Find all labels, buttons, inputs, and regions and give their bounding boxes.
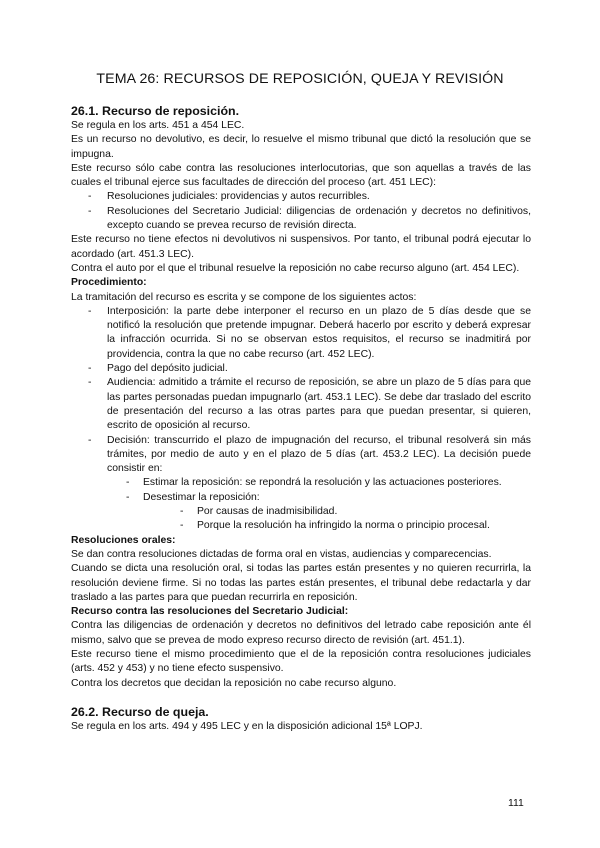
paragraph: Es un recurso no devolutivo, es decir, lo resuelve el mismo tribunal que dictó la resolución que se impugna. [71, 134, 531, 160]
bullet-dash: - [88, 305, 92, 317]
paragraph: Este recurso tiene el mismo procedimiento que el de la reposición contra resoluciones judiciales (arts. 452 y 453) y no tiene efecto suspensivo. [71, 648, 531, 675]
list-item: - Interposición: la parte debe interponer el recurso en un plazo de 5 días desde que se notificó la resolución que pretende impugnar. Deberá hacerlo por escrito y deberá expresar la infracción ocurrida. Si no se observan estos requisitos, el recurso se inadmitirá por providencia, contra la que no cabe recurso (art. 452 LEC). [88, 305, 531, 360]
paragraph: Contra el auto por el que el tribunal resuelve la reposición no cabe recurso alguno (art. 454 LEC). [71, 262, 520, 274]
bullet-dash: - [88, 205, 92, 217]
paragraph: Contra los decretos que decidan la reposición no cabe recurso alguno. [71, 677, 397, 689]
list-item: - Estimar la reposición: se repondrá la resolución y las actuaciones posteriores. [126, 476, 531, 490]
paragraph: Se regula en los arts. 451 a 454 LEC. [71, 120, 245, 131]
section-heading-queja: 26.2. Recurso de queja. [71, 704, 209, 719]
resoluciones-list [71, 190, 531, 233]
subheading-resoluciones-orales: Resoluciones orales: [71, 534, 176, 546]
section-heading-reposicion: 26.1. Recurso de reposición. [71, 104, 240, 118]
bullet-dash: - [88, 434, 92, 446]
subheading-procedimiento: Procedimiento: [71, 277, 147, 289]
list-item: - Desestimar la reposición: - Por causas de inadmisibilidad. - Porque la resolución ha infringido la norma o principio procesal. [126, 491, 531, 534]
paragraph: Contra las diligencias de ordenación y decretos no definitivos del letrado cabe reposición ante él mismo, salvo que se prevea de modo expreso recurso directo de revisión (art. 451.1). [71, 620, 531, 646]
list-item: - Por causas de inadmisibilidad. [180, 505, 531, 519]
bullet-dash: - [126, 491, 130, 503]
bullet-dash: - [126, 477, 130, 489]
list-item: - Pago del depósito judicial. [88, 362, 531, 376]
bullet-dash: - [180, 506, 184, 518]
paragraph: Cuando se dicta una resolución oral, si todas las partes están presentes y no quieren recurrirla, la resolución deviene firme. Si no todas las partes están presentes, el tribunal debe redactarla y dar traslado a las partes para que puedan recurrirla en reposición. [71, 563, 531, 603]
list-item: - Resoluciones judiciales: providencias y autos recurribles. [88, 190, 531, 204]
bullet-dash: - [88, 377, 92, 389]
list-item: - Porque la resolución ha infringido la norma o principio procesal. [180, 519, 531, 533]
paragraph: Este recurso no tiene efectos ni devolutivos ni suspensivos. Por tanto, el tribunal podrá ejecutar lo acordado (art. 451.3 LEC). [71, 234, 531, 260]
paragraph: Se dan contra resoluciones dictadas de forma oral en vistas, audiencias y comparecencias. [71, 548, 492, 560]
dismiss-reasons-list [143, 505, 531, 534]
document-body [71, 104, 531, 734]
paragraph: Se regula en los arts. 494 y 495 LEC y en la disposición adicional 15ª LOPJ. [71, 720, 423, 732]
list-item: - Resoluciones del Secretario Judicial: diligencias de ordenación y decretos no definitivos, excepto cuando se prevea recurso de revisión directa. [88, 205, 531, 232]
bullet-dash: - [88, 191, 92, 203]
bullet-dash: - [88, 363, 92, 375]
list-item: - Audiencia: admitido a trámite el recurso de reposición, se abre un plazo de 5 días para que las partes personadas puedan impugnarlo (art. 453.1 LEC). Se debe dar traslado del escrito de presentación del recurso a las otras partes para que puedan presentar, si quieren, escrito de oposición al recurso. [88, 377, 531, 432]
page-number: 111 [508, 798, 524, 809]
paragraph: Este recurso sólo cabe contra las resoluciones interlocutorias, que son aquellas a través de las cuales el tribunal ejerce sus facultades de dirección del proceso (art. 451 LEC): [71, 162, 531, 189]
paragraph: La tramitación del recurso es escrita y se compone de los siguientes actos: [71, 291, 417, 303]
subheading-secretario-judicial: Recurso contra las resoluciones del Secretario Judicial: [71, 606, 349, 618]
list-item: - Decisión: transcurrido el plazo de impugnación del recurso, el tribunal resolverá sin más trámites, por medio de auto y en el plazo de 5 días (art. 453.2 LEC). La decisión puede consistir en: - Estimar la reposición: se repondrá la resolución y las actuaciones posteriores. - Desestimar la reposición: - Por causas de inadmisibilidad. - Porque la resolución ha infringido la norma o principio procesal. [88, 434, 531, 534]
decision-options-list [107, 476, 531, 533]
procedure-steps-list [71, 305, 531, 534]
bullet-dash: - [180, 520, 184, 532]
page-title: TEMA 26: RECURSOS DE REPOSICIÓN, QUEJA Y REVISIÓN [96, 71, 504, 87]
spacer [71, 691, 531, 705]
